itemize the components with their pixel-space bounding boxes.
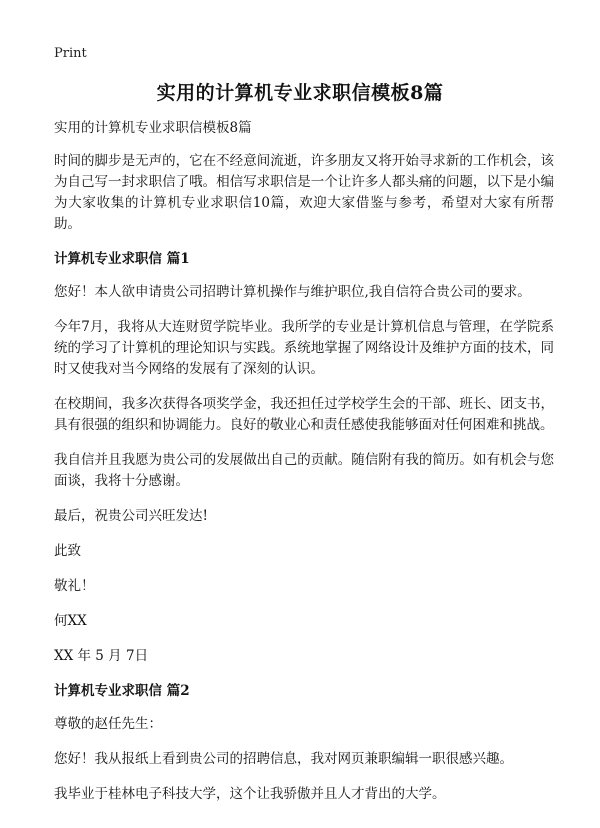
section1-paragraph-4: 我自信并且我愿为贵公司的发展做出自己的贡献。随信附有我的简历。如有机会与您面谈，我将十分感谢。 bbox=[54, 452, 554, 489]
document-subtitle: 实用的计算机专业求职信模板8篇 bbox=[54, 120, 252, 136]
letter-date: XX 年 5 月 7日 bbox=[54, 648, 149, 664]
section1-paragraph-1: 您好！本人欲申请贵公司招聘计算机操作与维护职位,我自信符合贵公司的要求。 bbox=[54, 284, 531, 300]
section2-salutation: 尊敬的赵任先生： bbox=[54, 716, 162, 732]
closing-line-1: 此致 bbox=[54, 543, 81, 559]
section2-paragraph-2: 我毕业于桂林电子科技大学，这个让我骄傲并且人才背出的大学。 bbox=[54, 786, 446, 802]
document-body bbox=[54, 118, 554, 819]
section-heading-2: 计算机专业求职信 篇2 bbox=[54, 683, 190, 699]
closing-line-2: 敬礼！ bbox=[54, 578, 95, 594]
section-heading-1: 计算机专业求职信 篇1 bbox=[54, 251, 190, 267]
section1-paragraph-2: 今年7月，我将从大连财贸学院毕业。我所学的专业是计算机信息与管理，在学院系统的学习了计算机的理论知识与实践。系统地掌握了网络设计及维护方面的技术，同时又使我对当今网络的发展有了深刻的认识。 bbox=[54, 319, 554, 377]
section1-paragraph-5: 最后，祝贵公司兴旺发达! bbox=[54, 508, 208, 524]
signature: 何XX bbox=[54, 613, 87, 629]
intro-paragraph: 时间的脚步是无声的，它在不经意间流逝，许多朋友又将开始寻求新的工作机会，该为自己写一封求职信了哦。相信写求职信是一个让许多人都头痛的问题，以下是小编为大家收集的计算机专业求职信10篇，欢迎大家借鉴与参考，希望对大家有所帮助。 bbox=[54, 153, 554, 232]
print-link[interactable]: Print bbox=[54, 46, 87, 61]
section2-paragraph-1: 您好！我从报纸上看到贵公司的招聘信息，我对网页兼职编辑一职很感兴趣。 bbox=[54, 751, 513, 767]
page-title: 实用的计算机专业求职信模板8篇 bbox=[156, 82, 444, 104]
section1-paragraph-3: 在校期间，我多次获得各项奖学金，我还担任过学校学生会的干部、班长、团支书，具有很强的组织和协调能力。良好的敬业心和责任感使我能够面对任何困难和挑战。 bbox=[54, 396, 554, 433]
